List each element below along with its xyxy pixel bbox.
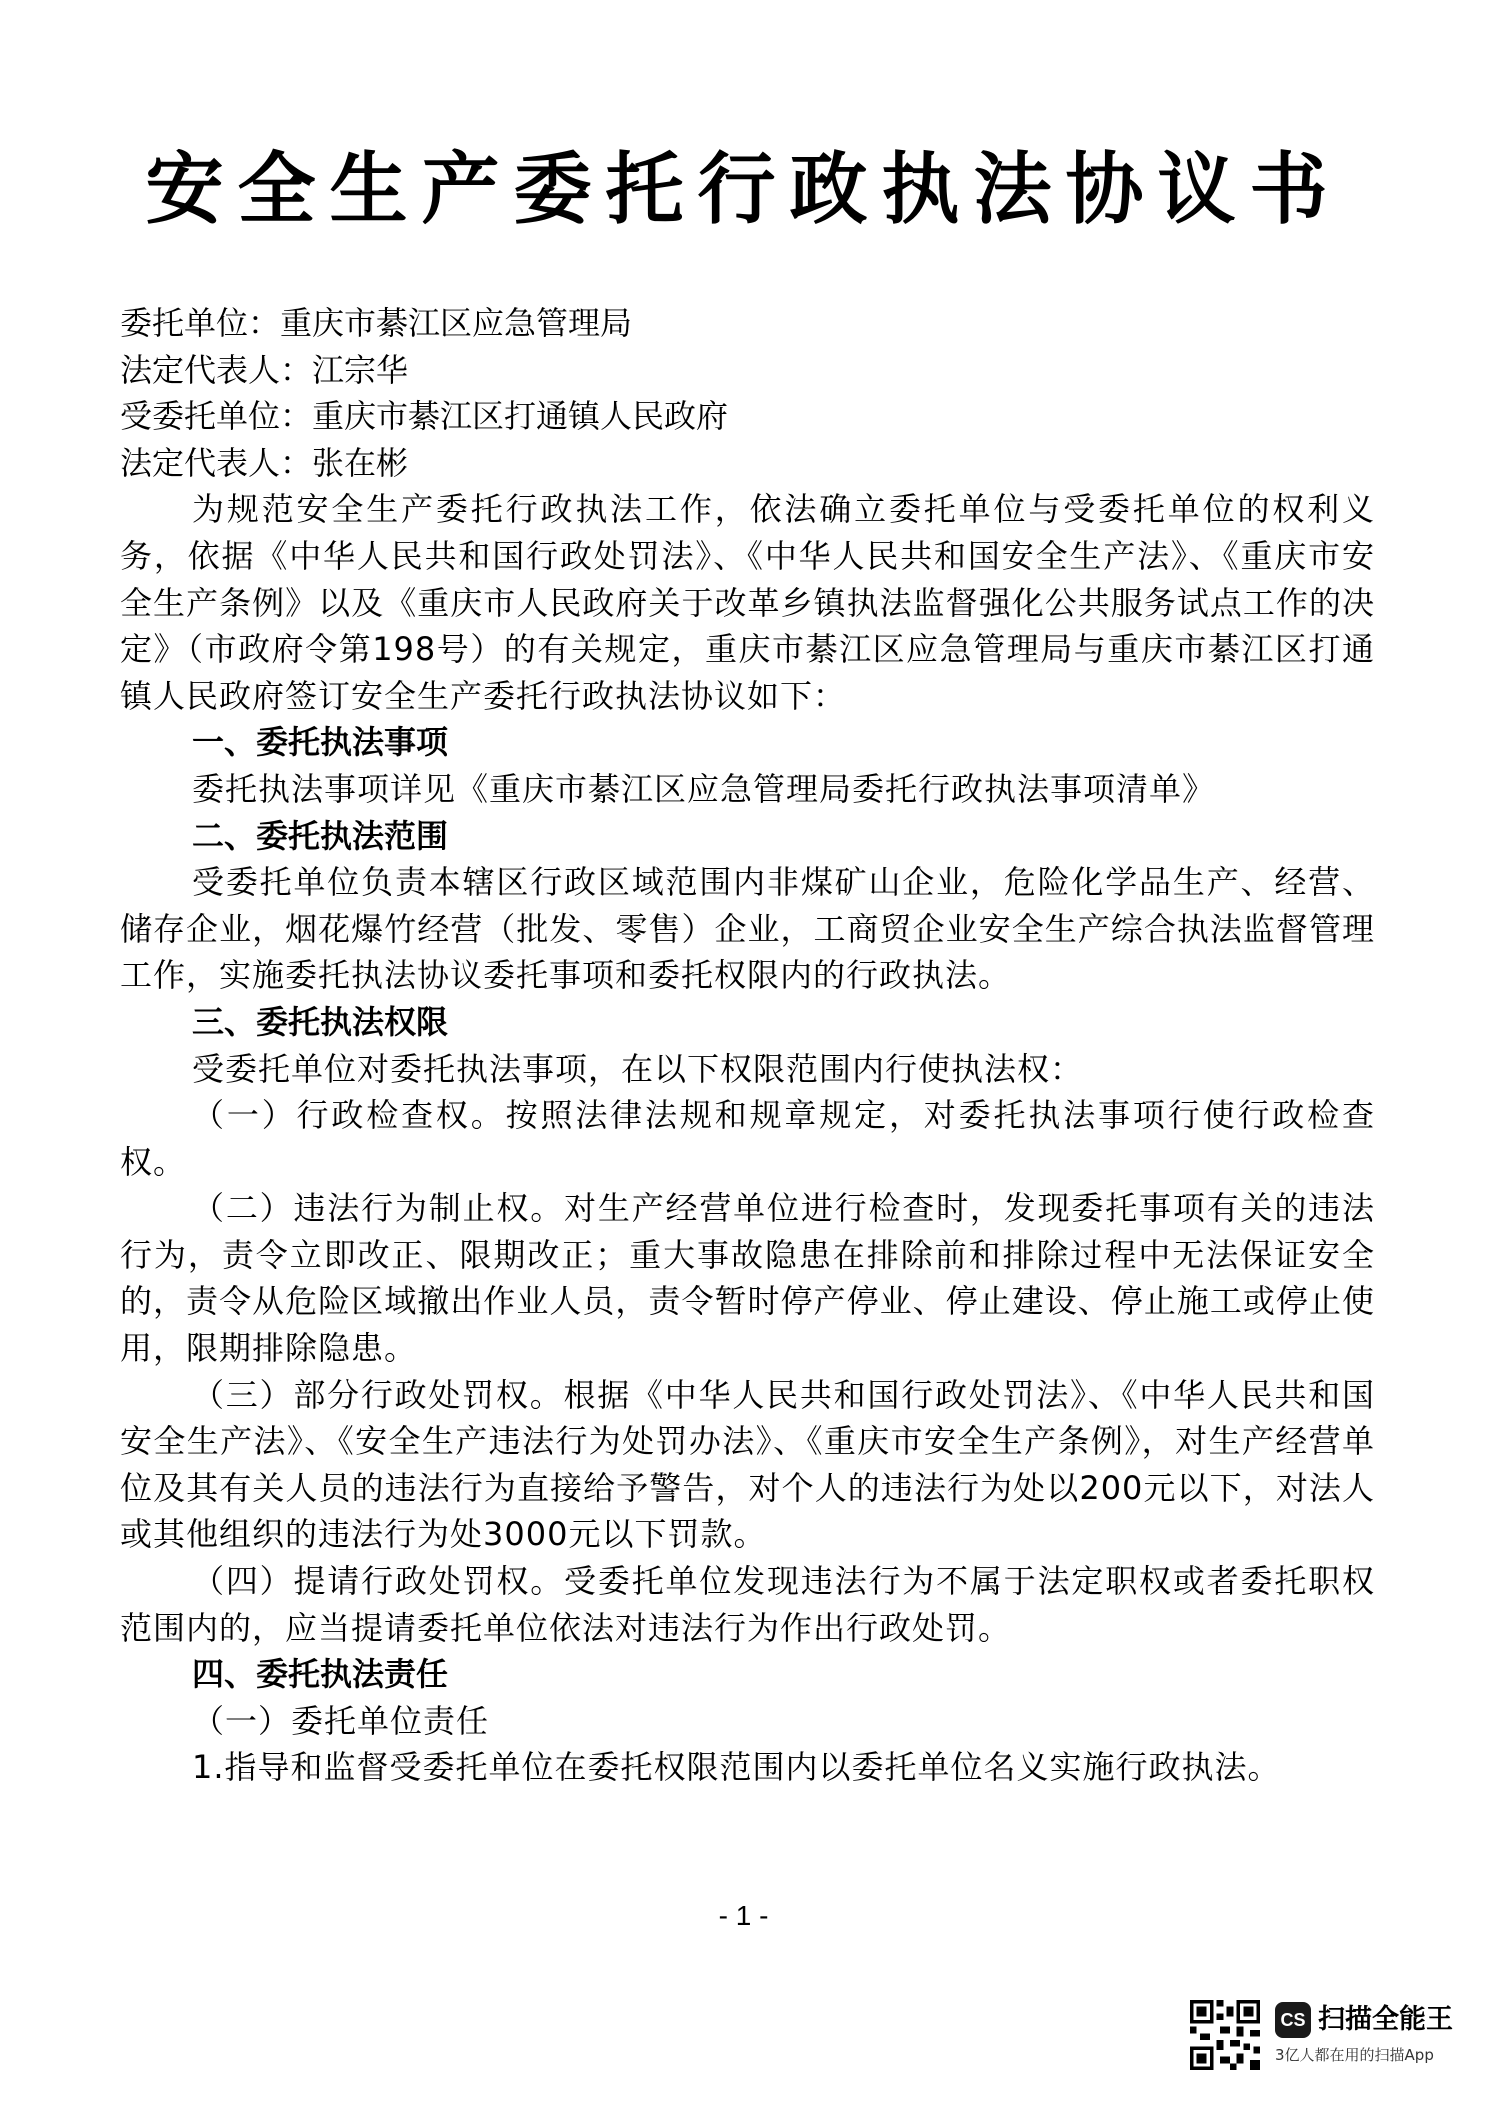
entrusting-representative: 法定代表人：江宗华 [120,350,409,389]
section-3-item-1: （一）行政检查权。按照法律法规和规章规定，对委托执法事项行使行政检查权。 [120,1096,1375,1181]
section-3-item-4: （四）提请行政处罚权。受委托单位发现违法行为不属于法定职权或者委托职权范围内的，应当提请委托单位依法对违法行为作出行政处罚。 [120,1562,1375,1647]
document-body [120,300,1375,1791]
document-title: 安全生产委托行政执法协议书 [145,144,1342,235]
section-2-text: 受委托单位负责本辖区行政区域范围内非煤矿山企业，危险化学品生产、经营、储存企业，烟花爆竹经营（批发、零售）企业，工商贸企业安全生产综合执法监督管理工作，实施委托执法协议委托事项和委托权限内的行政执法。 [120,863,1375,995]
watermark-tagline: 3亿人都在用的扫描App [1275,2046,1434,2064]
section-1-heading: 一、委托执法事项 [192,723,449,762]
entrusting-unit: 委托单位：重庆市綦江区应急管理局 [120,304,633,342]
entrusted-representative: 法定代表人：张在彬 [120,443,409,482]
watermark-app-name: 扫描全能王 [1318,2004,1453,2035]
section-3-item-3: （三）部分行政处罚权。根据《中华人民共和国行政处罚法》、《中华人民共和国安全生产法》、《安全生产违法行为处罚办法》、《重庆市安全生产条例》，对生产经营单位及其有关人员的违法行为直接给予警告，对个人的违法行为处以200元以下，对法人或其他组织的违法行为处3000元以下罚款。 [120,1375,1375,1554]
section-3-heading: 三、委托执法权限 [192,1002,449,1041]
section-3-lead: 受委托单位对委托执法事项，在以下权限范围内行使执法权： [192,1049,1084,1088]
section-4-item-1: 1.指导和监督受委托单位在委托权限范围内以委托单位名义实施行政执法。 [192,1748,1281,1787]
section-1-text: 委托执法事项详见《重庆市綦江区应急管理局委托行政执法事项清单》 [192,769,1216,808]
section-3-item-2: （二）违法行为制止权。对生产经营单位进行检查时，发现委托事项有关的违法行为，责令立即改正、限期改正；重大事故隐患在排除前和排除过程中无法保证安全的，责令从危险区域撤出作业人员，责令暂时停产停业、停止建设、停止施工或停止使用，限期排除隐患。 [120,1189,1375,1368]
camscanner-logo: CS [1275,2002,1311,2038]
entrusted-unit: 受委托单位：重庆市綦江区打通镇人民政府 [120,397,729,436]
qr-code-icon [1190,2000,1260,2070]
page-number: - 1 - [718,1900,769,1931]
section-4-sub-1: （一）委托单位责任 [192,1701,490,1740]
section-4-heading: 四、委托执法责任 [192,1655,449,1694]
section-2-heading: 二、委托执法范围 [192,816,449,855]
scanner-watermark [1190,2000,1480,2095]
intro-paragraph: 为规范安全生产委托行政执法工作，依法确立委托单位与受委托单位的权利义务，依据《中华人民共和国行政处罚法》、《中华人民共和国安全生产法》、《重庆市安全生产条例》以及《重庆市人民政府关于改革乡镇执法监督强化公共服务试点工作的决定》（市政府令第198号）的有关规定，重庆市綦江区应急管理局与重庆市綦江区打通镇人民政府签订安全生产委托行政执法协议如下： [120,490,1375,715]
